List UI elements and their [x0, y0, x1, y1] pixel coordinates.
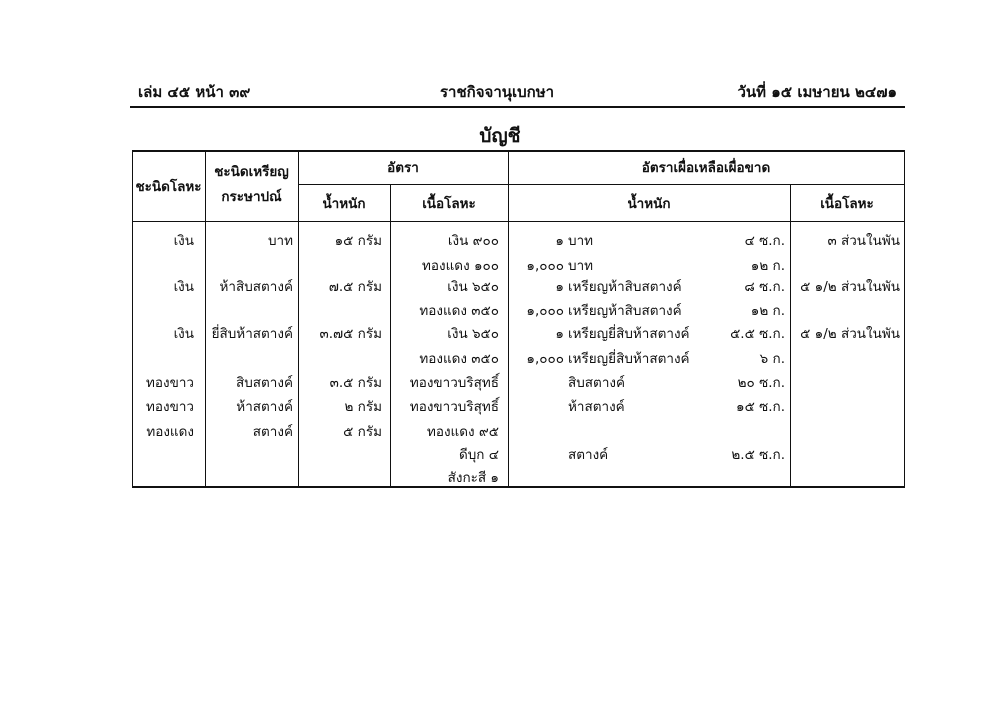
cell-coin: ห้าสตางค์ [236, 399, 293, 415]
cell-tol-qty: ๑ [555, 326, 564, 342]
cell-alloy: ทองแดง ๙๕ [426, 424, 499, 440]
cell-weight: ๑๕ กรัม [334, 233, 382, 249]
cell-tol-weight: ๖ ก. [759, 351, 785, 367]
cell-tol-item: สตางค์ [568, 447, 609, 463]
page-title: บัญชี [479, 125, 521, 147]
cell-tol-weight: ๑๒ ก. [750, 258, 785, 274]
cell-coin: สตางค์ [252, 424, 293, 440]
cell-tol-qty: ๑,๐๐๐ [526, 258, 564, 274]
cell-tol-alloy: ๕ ๑/๒ ส่วนในพัน [800, 326, 900, 342]
cell-tol-qty: ๑ [555, 279, 564, 295]
cell-metal: เงิน [173, 233, 194, 249]
cell-metal: ทองขาว [146, 399, 194, 415]
cell-tol-item: สิบสตางค์ [568, 375, 626, 391]
cell-tol-item: เหรียญห้าสิบสตางค์ [568, 303, 682, 319]
cell-coin: ห้าสิบสตางค์ [219, 279, 293, 295]
cell-metal: ทองขาว [146, 375, 194, 391]
cell-alloy: ดีบุก ๔ [458, 447, 499, 463]
cell-alloy: ทองแดง ๑๐๐ [422, 258, 499, 274]
header-coin-sub: กระษาปณ์ [221, 189, 282, 205]
cell-tol-weight: ๑๒ ก. [750, 303, 785, 319]
header-coin: ชะนิดเหรียญ [214, 164, 289, 180]
cell-tol-weight: ๘ ซ.ก. [744, 279, 785, 295]
cell-tol-weight: ๒๐ ซ.ก. [737, 375, 785, 391]
col-divider [390, 184, 391, 486]
cell-weight: ๓.๗๕ กรัม [319, 326, 382, 342]
header-tol-weight: น้ำหนัก [627, 196, 671, 212]
cell-tol-weight: ๕.๕ ซ.ก. [730, 326, 785, 342]
cell-tol-item: เหรียญห้าสิบสตางค์ [568, 279, 682, 295]
cell-tol-qty: ๑ [555, 233, 564, 249]
cell-weight: ๗.๕ กรัม [328, 279, 382, 295]
cell-alloy: ทองแดง ๓๕๐ [419, 303, 499, 319]
cell-tol-weight: ๑๕ ซ.ก. [736, 399, 785, 415]
col-divider [904, 150, 905, 486]
cell-alloy: ทองขาวบริสุทธิ์ [409, 375, 499, 391]
header-tol-alloy: เนื้อโลหะ [820, 196, 874, 212]
table-bottom-border [132, 486, 905, 488]
volume-page-label: เล่ม ๔๕ หน้า ๓๙ [138, 83, 251, 101]
table-top-border [132, 150, 905, 152]
cell-coin: สิบสตางค์ [235, 375, 293, 391]
cell-alloy: เงิน ๖๕๐ [447, 279, 499, 295]
cell-coin: บาท [267, 233, 293, 249]
cell-weight: ๒ กรัม [344, 399, 382, 415]
header-rate-alloy: เนื้อโลหะ [422, 196, 476, 212]
cell-tol-item: เหรียญยี่สิบห้าสตางค์ [568, 326, 690, 342]
cell-coin: ยี่สิบห้าสตางค์ [211, 326, 293, 342]
header-rule [130, 106, 905, 108]
cell-tol-weight: ๔ ซ.ก. [744, 233, 785, 249]
cell-tol-qty: ๑,๐๐๐ [526, 351, 564, 367]
header-rate-weight: น้ำหนัก [322, 196, 366, 212]
col-divider [790, 184, 791, 486]
cell-tol-item: ห้าสตางค์ [568, 399, 625, 415]
cell-weight: ๓.๕ กรัม [329, 375, 382, 391]
cell-alloy: เงิน ๙๐๐ [447, 233, 499, 249]
cell-tol-qty: ๑,๐๐๐ [526, 303, 564, 319]
cell-tol-item: บาท [568, 233, 594, 249]
cell-metal: เงิน [173, 326, 194, 342]
cell-tol-alloy: ๕ ๑/๒ ส่วนในพัน [800, 279, 900, 295]
cell-alloy: เงิน ๖๕๐ [447, 326, 499, 342]
cell-tol-item: บาท [568, 258, 594, 274]
header-tolerance: อัตราเผื่อเหลือเผื่อขาด [641, 160, 771, 176]
cell-alloy: ทองแดง ๓๕๐ [419, 351, 499, 367]
header-metal: ชะนิดโลหะ [135, 179, 202, 195]
col-divider [132, 150, 133, 486]
gazette-title: ราชกิจจานุเบกษา [440, 83, 555, 101]
cell-alloy: ทองขาวบริสุทธิ์ [409, 399, 499, 415]
cell-metal: เงิน [173, 279, 194, 295]
date-label: วันที่ ๑๕ เมษายน ๒๔๗๑ [737, 83, 897, 101]
header-rate: อัตรา [387, 160, 419, 176]
cell-alloy: สังกะสี ๑ [447, 470, 499, 486]
cell-tol-weight: ๒.๕ ซ.ก. [731, 447, 785, 463]
cell-metal: ทองแดง [146, 424, 194, 440]
cell-weight: ๕ กรัม [343, 424, 382, 440]
cell-tol-alloy: ๓ ส่วนในพัน [827, 233, 900, 249]
cell-tol-item: เหรียญยี่สิบห้าสตางค์ [568, 351, 690, 367]
